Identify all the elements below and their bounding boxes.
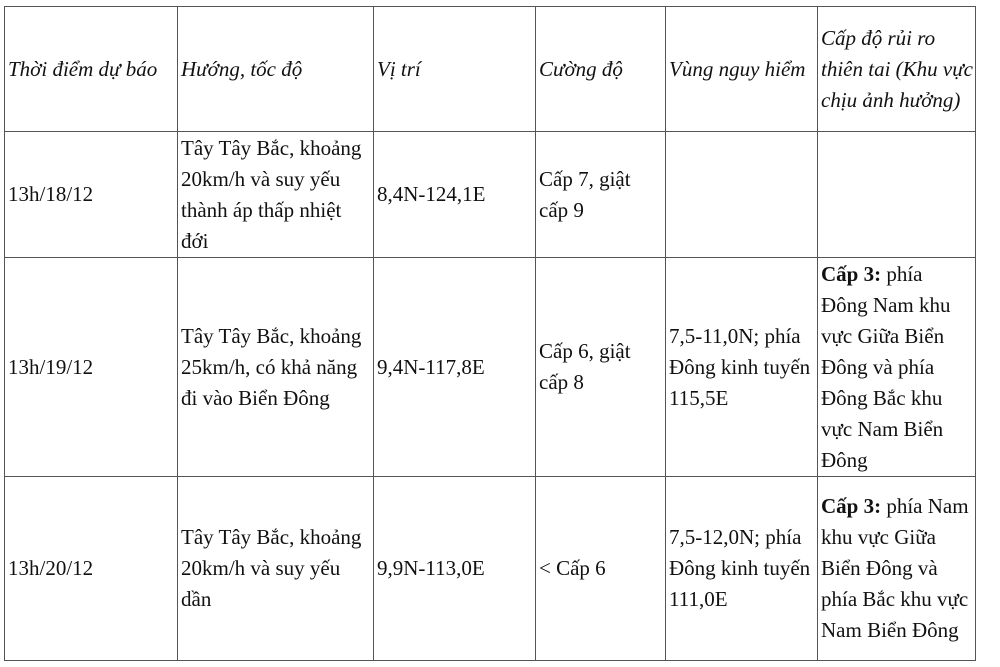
cell-risk [818,258,976,477]
table-row [5,477,976,661]
cell-position: 9,9N-113,0E [374,477,536,661]
cell-time: 13h/19/12 [5,258,178,477]
storm-forecast-table [4,6,976,661]
cell-direction: Tây Tây Bắc, khoảng 25km/h, có khả năng đi vào Biển Đông [178,258,374,477]
header-intensity: Cường độ [536,7,666,132]
cell-intensity: < Cấp 6 [536,477,666,661]
table-header-row [5,7,976,132]
header-direction-speed: Hướng, tốc độ [178,7,374,132]
cell-time: 13h/20/12 [5,477,178,661]
cell-danger-zone [666,132,818,258]
table-row [5,258,976,477]
cell-position: 8,4N-124,1E [374,132,536,258]
risk-level-label: Cấp 3: [821,261,882,286]
cell-position: 9,4N-117,8E [374,258,536,477]
risk-area-text: phía Đông Nam khu vực Giữa Biển Đông và phía Đông Bắc khu vực Nam Biển Đông [821,261,951,472]
header-position: Vị trí [374,7,536,132]
cell-intensity: Cấp 6, giật cấp 8 [536,258,666,477]
cell-danger-zone: 7,5-12,0N; phía Đông kinh tuyến 111,0E [666,477,818,661]
table-row [5,132,976,258]
header-risk-level: Cấp độ rủi ro thiên tai (Khu vực chịu ảnh hưởng) [818,7,976,132]
cell-risk [818,132,976,258]
cell-direction: Tây Tây Bắc, khoảng 20km/h và suy yếu dần [178,477,374,661]
header-forecast-time: Thời điểm dự báo [5,7,178,132]
cell-intensity: Cấp 7, giật cấp 9 [536,132,666,258]
cell-danger-zone: 7,5-11,0N; phía Đông kinh tuyến 115,5E [666,258,818,477]
cell-direction: Tây Tây Bắc, khoảng 20km/h và suy yếu thành áp thấp nhiệt đới [178,132,374,258]
cell-risk [818,477,976,661]
header-danger-zone: Vùng nguy hiểm [666,7,818,132]
risk-level-label: Cấp 3: [821,494,882,518]
risk-area-text: phía Nam khu vực Giữa Biển Đông và phía Bắc khu vực Nam Biển Đông [821,494,969,642]
cell-time: 13h/18/12 [5,132,178,258]
